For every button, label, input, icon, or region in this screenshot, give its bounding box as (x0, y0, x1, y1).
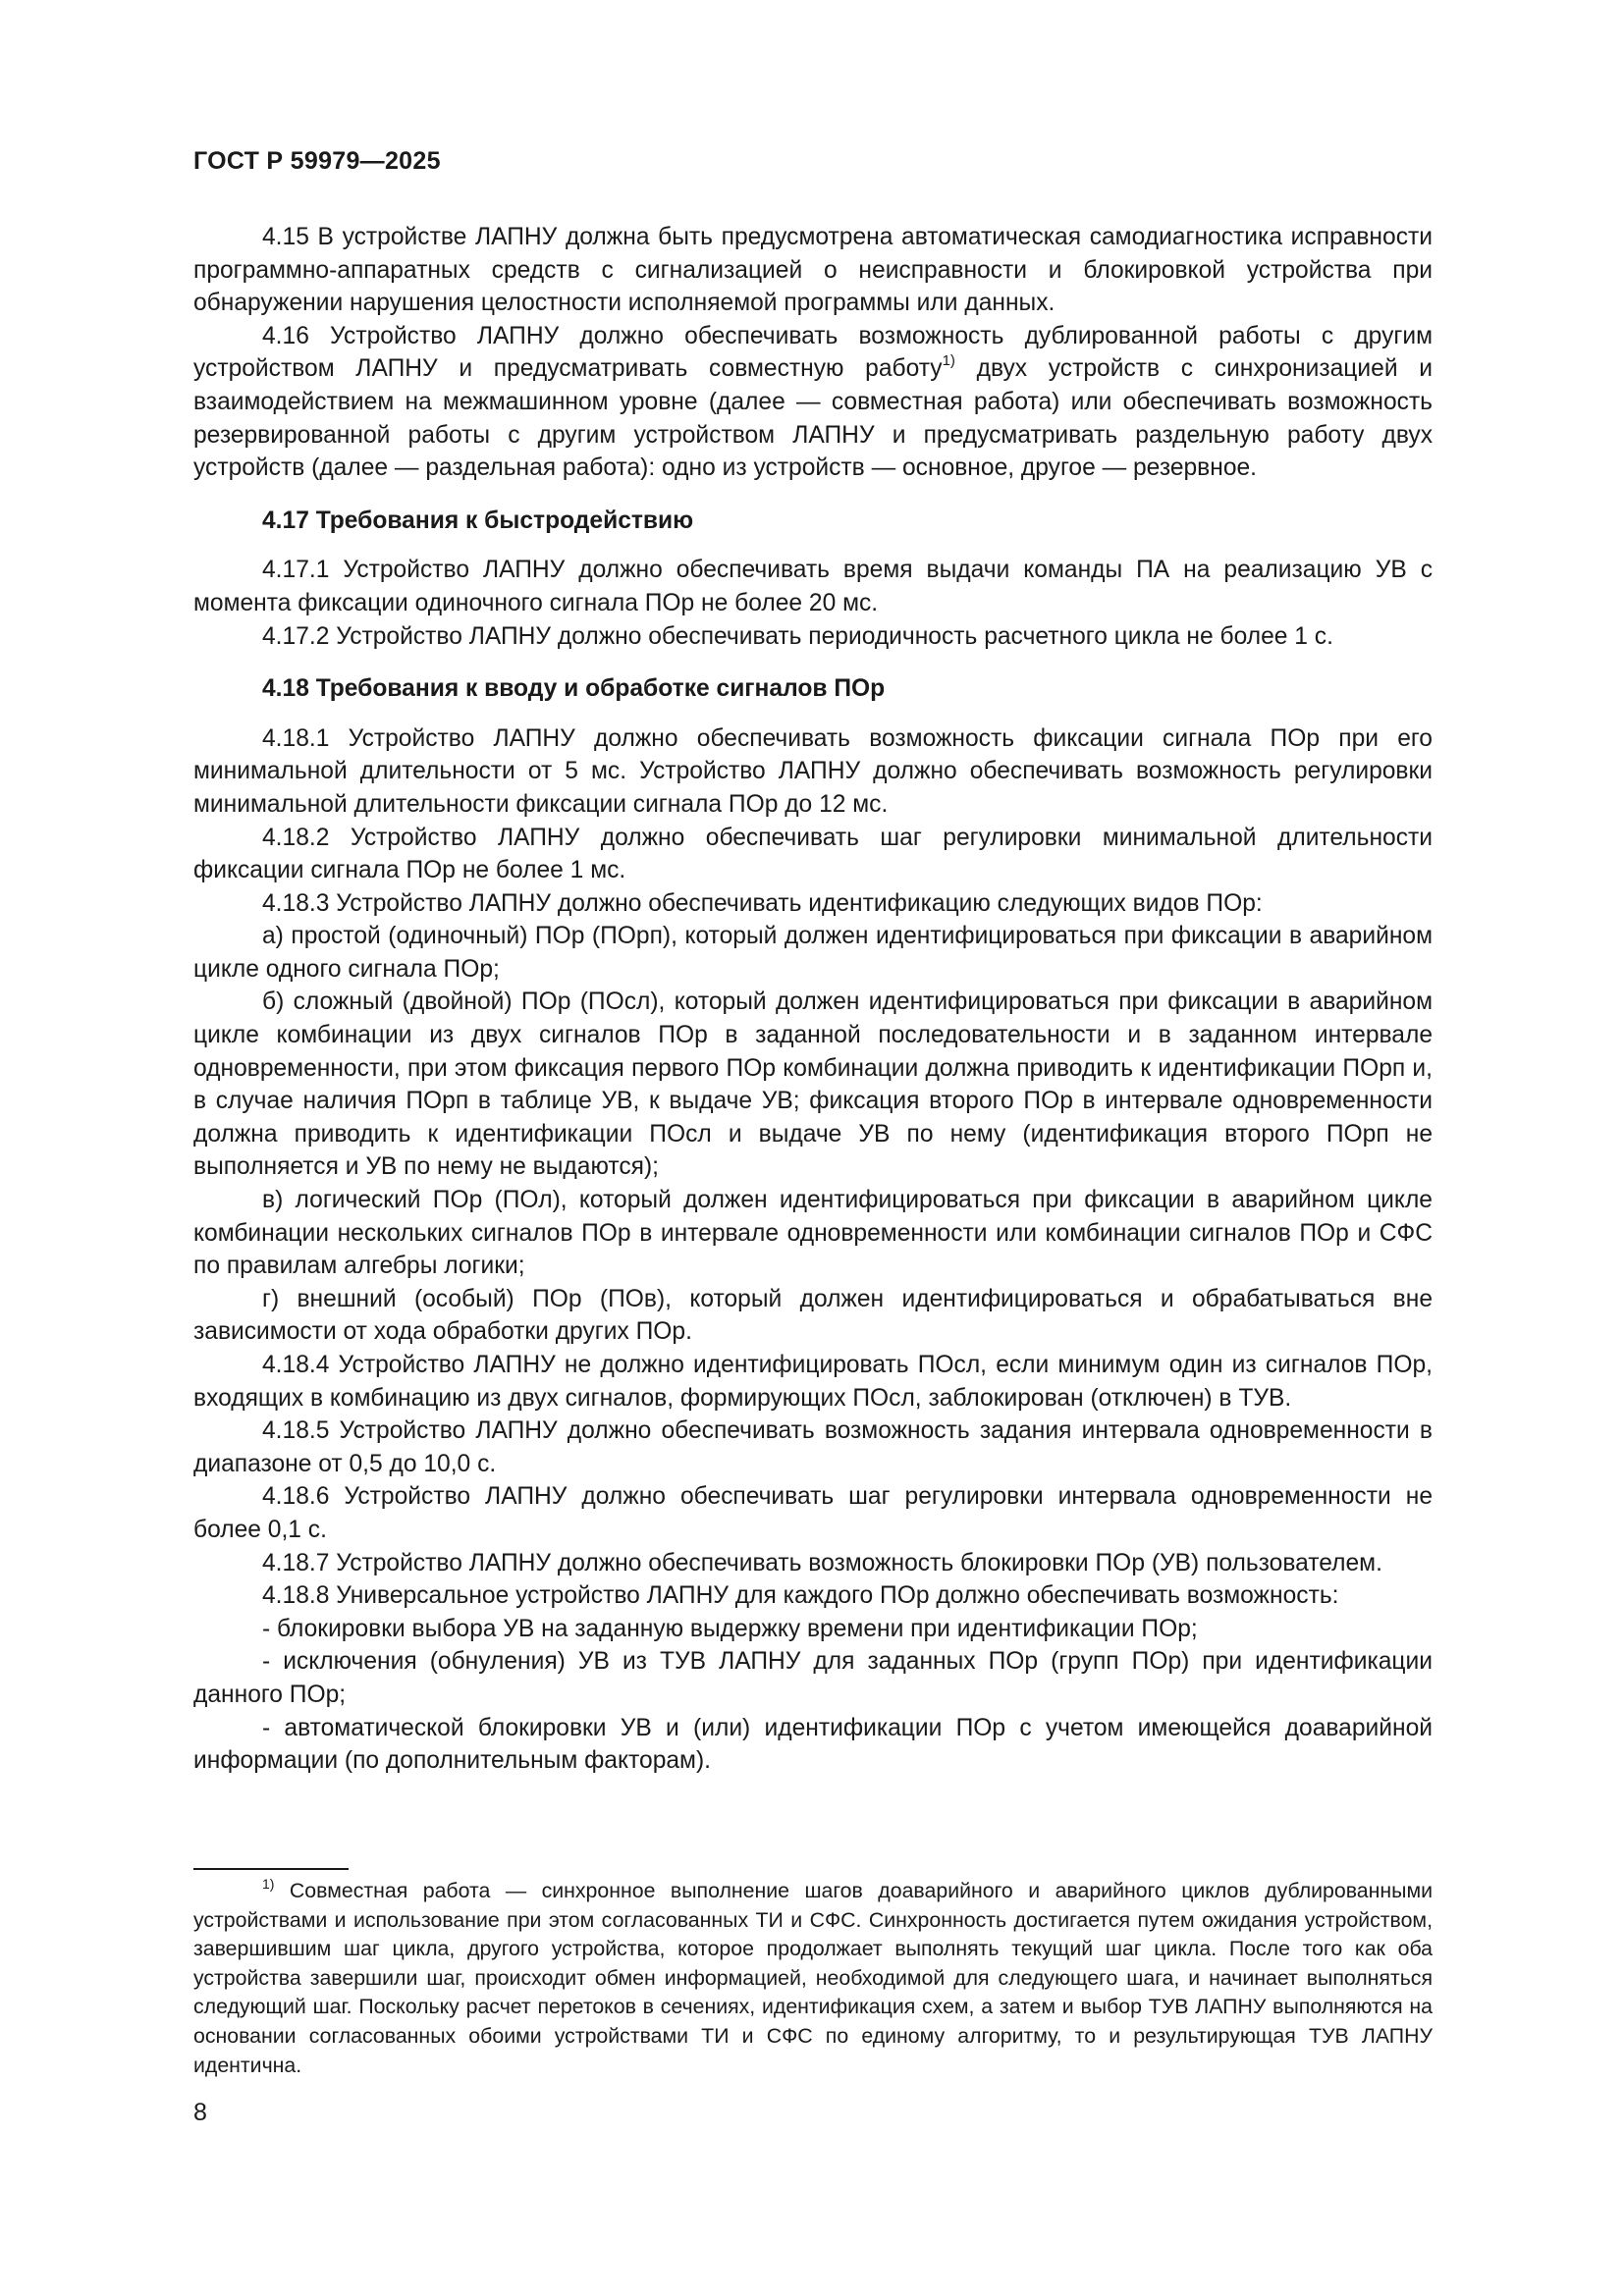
dash-item-1: - блокировки выбора УВ на заданную выдержку времени при идентификации ПОр; (262, 1615, 1198, 1642)
paragraph-4-18-7: 4.18.7 Устройство ЛАПНУ должно обеспечивать возможность блокировки ПОр (УВ) пользователем. (262, 1549, 1382, 1576)
paragraph-4-18-6: 4.18.6 Устройство ЛАПНУ должно обеспечивать шаг регулировки интервала одновременности не более 0,1 с. (193, 1483, 1433, 1543)
section-heading-4-17: 4.17 Требования к быстродействию (262, 507, 694, 534)
dash-item-3: - автоматической блокировки УВ и (или) идентификации ПОр с учетом имеющейся доаварийной информации (по дополнительным факторам). (193, 1714, 1433, 1775)
section-heading-4-18: 4.18 Требования к вводу и обработке сигналов ПОр (262, 675, 886, 703)
paragraph-4-17-2: 4.17.2 Устройство ЛАПНУ должно обеспечивать периодичность расчетного цикла не более 1 с. (262, 622, 1333, 650)
dash-item-2: - исключения (обнуления) УВ из ТУВ ЛАПНУ для заданных ПОр (групп ПОр) при идентификации данного ПОр; (193, 1648, 1433, 1708)
paragraph-4-18-4: 4.18.4 Устройство ЛАПНУ не должно идентифицировать ПОсл, если минимум один из сигналов ПОр, входящих в комбинацию из двух сигналов, формирующих ПОсл, заблокирован (отключен) в ТУВ. (193, 1352, 1433, 1412)
paragraph-4-17-1: 4.17.1 Устройство ЛАПНУ должно обеспечивать время выдачи команды ПА на реализацию УВ с момента фиксации одиночного сигнала ПОр не более 20 мс. (193, 557, 1433, 616)
list-item-g: г) внешний (особый) ПОр (ПОв), который должен идентифицироваться и обрабатываться вне зависимости от хода обработки других ПОр. (193, 1285, 1433, 1346)
footnote-text: Совместная работа — синхронное выполнение шагов доаварийного и аварийного циклов дублированными устройствами и использование при этом согласованных ТИ и СФС. Синхронность достигается путем ожидания устройством, завершившим шаг цикла, другого устройства, которое продолжает выполнять текущий шаг цикла. После того как оба устройства завершили шаг, происходит обмен информацией, необходимой для следующего шага, и начинает выполняться следующий шаг. Поскольку расчет перетоков в сечениях, идентификация схем, а затем и выбор ТУВ ЛАПНУ выполняются на основании согласованных обоими устройствами ТИ и СФС по единому алгоритму, то и результирующая ТУВ ЛАПНУ идентична. (193, 1879, 1433, 2077)
page-number: 8 (193, 2099, 207, 2126)
footnote-marker: 1) (262, 1876, 275, 1892)
paragraph-4-16-text-a: 4.16 Устройство ЛАПНУ должно обеспечивать возможность дублированной работы с другим устройством ЛАПНУ и предусматривать совместную работу (193, 322, 1433, 383)
paragraph-4-15: 4.15 В устройстве ЛАПНУ должна быть предусмотрена автоматическая самодиагностика исправности программно-аппаратных средств с сигнализацией о неисправности и блокировкой устройства при обнаружении нарушения целостности исполняемой программы или данных. (193, 224, 1433, 317)
paragraph-4-18-5: 4.18.5 Устройство ЛАПНУ должно обеспечивать возможность задания интервала одновременности в диапазоне от 0,5 до 10,0 с. (193, 1417, 1433, 1477)
paragraph-4-16-text-b: двух устройств с синхронизацией и взаимодействием на межмашинном уровне (далее — совместная работа) или обеспечивать возможность резервированной работы с другим устройством ЛАПНУ и предусматривать раздельную работу двух устройств (далее — раздельная работа): одно из устройств — основное, другое — резервное. (193, 355, 1433, 482)
list-item-b: б) сложный (двойной) ПОр (ПОсл), который должен идентифицироваться при фиксации в аварийном цикле комбинации из двух сигналов ПОр в заданной последовательности и в заданном интервале одновременности, при этом фиксация первого ПОр комбинации должна приводить к идентификации ПОрп и, в случае наличия ПОрп в таблице УВ, к выдаче УВ; фиксация второго ПОр в интервале одновременности должна приводить к идентификации ПОсл и выдаче УВ по нему (идентификация второго ПОрп не выполняется и УВ по нему не выдаются); (193, 988, 1433, 1181)
footnote-reference[interactable]: 1) (942, 352, 955, 370)
paragraph-4-18-2: 4.18.2 Устройство ЛАПНУ должно обеспечивать шаг регулировки минимальной длительности фиксации сигнала ПОр не более 1 мс. (193, 824, 1433, 884)
list-item-a: а) простой (одиночный) ПОр (ПОрп), который должен идентифицироваться при фиксации в аварийном цикле одного сигнала ПОр; (193, 923, 1433, 983)
paragraph-4-16 (193, 320, 1433, 485)
list-item-v: в) логический ПОр (ПОл), который должен идентифицироваться при фиксации в аварийном цикле комбинации нескольких сигналов ПОр в интервале одновременности или комбинации сигналов ПОр и СФС по правилам алгебры логики; (193, 1187, 1433, 1280)
paragraph-4-18-3: 4.18.3 Устройство ЛАПНУ должно обеспечивать идентификацию следующих видов ПОр: (262, 889, 1263, 917)
document-body (193, 221, 1433, 1778)
footnote (193, 1877, 1433, 2080)
footnote-divider (193, 1868, 349, 1870)
standard-header: ГОСТ Р 59979—2025 (193, 147, 441, 175)
paragraph-4-18-1: 4.18.1 Устройство ЛАПНУ должно обеспечивать возможность фиксации сигнала ПОр при его минимальной длительности от 5 мс. Устройство ЛАПНУ должно обеспечивать возможность регулировки минимальной длительности фиксации сигнала ПОр до 12 мс. (193, 724, 1433, 818)
paragraph-4-18-8: 4.18.8 Универсальное устройство ЛАПНУ для каждого ПОр должно обеспечивать возможность: (262, 1582, 1339, 1610)
